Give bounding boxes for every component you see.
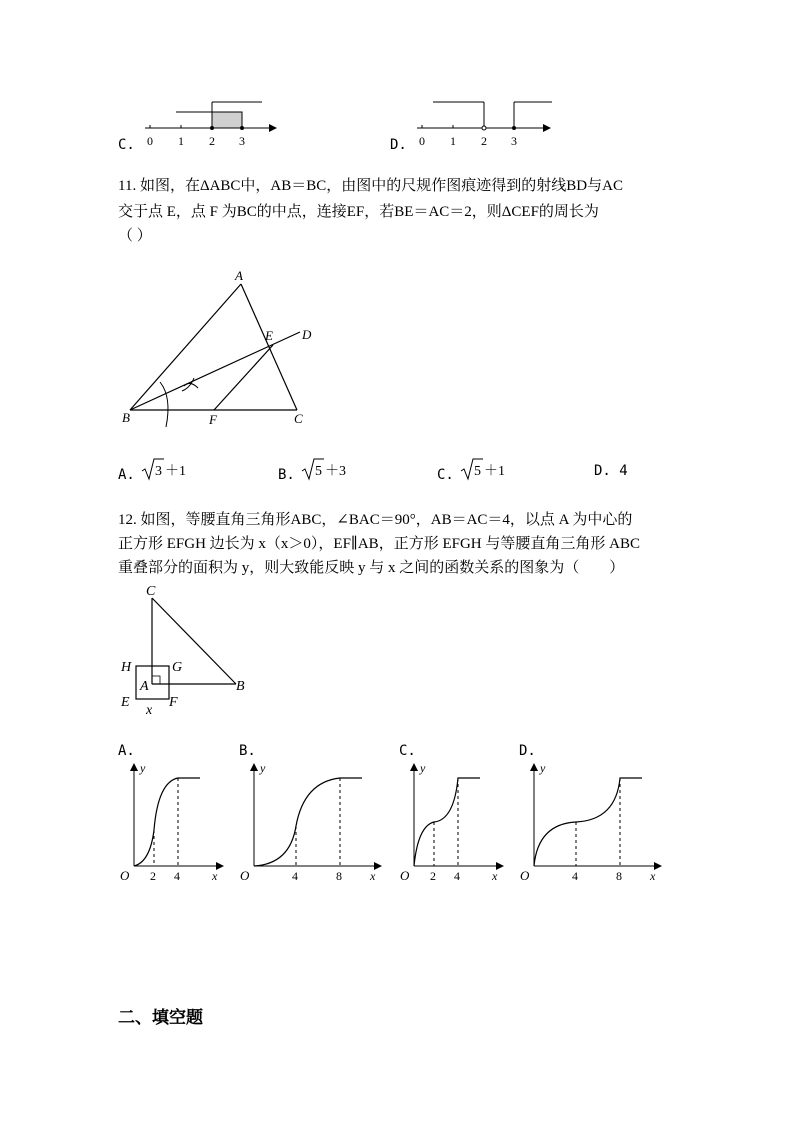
q11-option-a-value	[140, 455, 200, 485]
label-F: F	[169, 695, 178, 710]
label-F: F	[209, 412, 217, 427]
section-heading: 二、填空题	[118, 1008, 203, 1028]
q12-graph-a	[116, 760, 228, 885]
svg-text:2: 2	[430, 869, 436, 883]
svg-text:3: 3	[155, 464, 162, 479]
q11-option-b-label: B.	[278, 467, 295, 483]
q10-option-d-numberline	[412, 95, 557, 150]
svg-text:＋1: ＋1	[484, 464, 505, 479]
q12-line3: 重叠部分的面积为 y，则大致能反映 y 与 x 之间的函数关系的图象为（ ）	[118, 560, 625, 576]
q12-graph-a-label: A.	[118, 743, 135, 759]
svg-text:O: O	[240, 868, 250, 883]
label-E: E	[121, 695, 130, 710]
q10-option-c-numberline	[140, 95, 285, 150]
svg-text:4: 4	[174, 869, 180, 883]
q11-option-b-value	[300, 455, 360, 485]
svg-text:5: 5	[474, 464, 481, 479]
tick-2: 2	[481, 134, 487, 148]
svg-text:4: 4	[572, 869, 578, 883]
tick-3: 3	[511, 134, 517, 148]
q12-graph-d-label: D.	[519, 743, 536, 759]
svg-text:x: x	[650, 869, 656, 883]
q12-figure	[112, 580, 262, 720]
label-E: E	[265, 328, 273, 343]
svg-text:x: x	[212, 869, 218, 883]
svg-text:O: O	[520, 868, 530, 883]
svg-text:5: 5	[315, 464, 322, 479]
q11-option-c-value	[459, 455, 519, 485]
tick-0: 0	[147, 134, 153, 148]
q11-option-a-label: A.	[118, 467, 135, 483]
svg-text:8: 8	[336, 869, 342, 883]
q11-option-d-value: 4	[619, 463, 628, 479]
label-D: D	[302, 327, 312, 342]
q12-line2: 正方形 EFGH 边长为 x（x＞0），EF∥AB，正方形 EFGH 与等腰直角三角形 ABC	[118, 536, 640, 552]
q12-graph-b	[236, 760, 386, 885]
label-A: A	[140, 679, 149, 694]
svg-text:y: y	[540, 761, 546, 775]
tick-1: 1	[450, 134, 456, 148]
q11-option-d-label: D.	[594, 463, 611, 479]
tick-2: 2	[209, 134, 215, 148]
q11-option-c-label: C.	[437, 467, 454, 483]
svg-text:y: y	[260, 761, 266, 775]
svg-text:x: x	[492, 869, 498, 883]
q11-option-d	[594, 463, 628, 479]
tick-0: 0	[419, 134, 425, 148]
svg-text:4: 4	[454, 869, 460, 883]
q10-option-c-label: C.	[118, 137, 135, 153]
svg-text:O: O	[120, 868, 130, 883]
svg-text:y: y	[420, 761, 426, 775]
q11-line1: 11. 如图，在ΔABC中，AB＝BC，由图中的尺规作图痕迹得到的射线BD与AC	[118, 178, 623, 194]
label-G: G	[172, 660, 183, 675]
svg-text:2: 2	[150, 869, 156, 883]
svg-text:＋1: ＋1	[165, 464, 186, 479]
tick-1: 1	[178, 134, 184, 148]
q12-graph-c	[396, 760, 508, 885]
q12-line1: 12. 如图，等腰直角三角形ABC，∠BAC＝90°，AB＝AC＝4，以点 A 为中心的	[118, 512, 633, 528]
label-A: A	[235, 268, 243, 283]
q11-line3: （ ）	[118, 228, 152, 244]
label-x: x	[146, 703, 153, 718]
svg-text:8: 8	[616, 869, 622, 883]
label-H: H	[121, 660, 132, 675]
label-B: B	[122, 410, 130, 425]
q12-graph-c-label: C.	[399, 743, 416, 759]
label-C: C	[146, 584, 156, 599]
svg-text:4: 4	[292, 869, 298, 883]
tick-3: 3	[239, 134, 245, 148]
svg-text:＋3: ＋3	[325, 464, 346, 479]
q10-option-d-label: D.	[390, 137, 407, 153]
svg-text:O: O	[400, 868, 410, 883]
q12-graph-d	[516, 760, 666, 885]
svg-text:y: y	[140, 761, 146, 775]
svg-text:x: x	[370, 869, 376, 883]
q11-figure	[110, 262, 340, 437]
label-C: C	[294, 411, 303, 426]
q11-line2: 交于点 E，点 F 为BC的中点，连接EF，若BE＝AC＝2，则ΔCEF的周长为	[118, 204, 599, 220]
q12-graph-b-label: B.	[239, 743, 256, 759]
label-B: B	[236, 679, 245, 694]
